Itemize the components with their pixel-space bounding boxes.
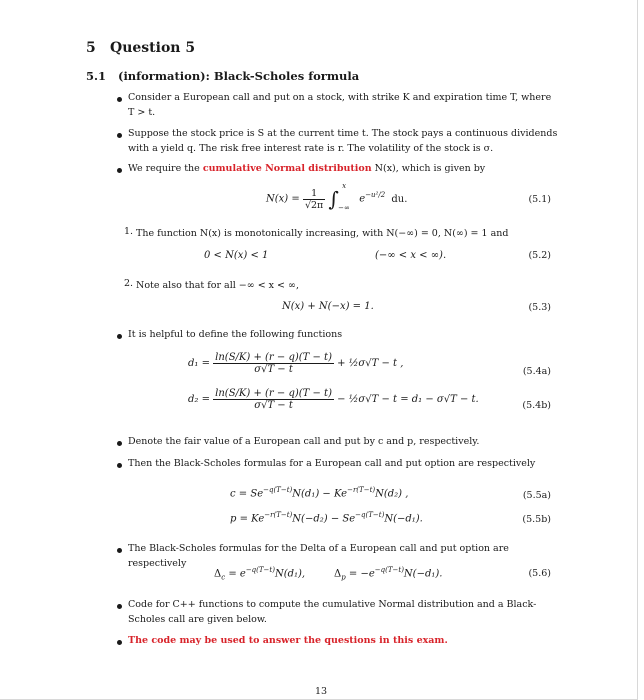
bullet-text-stock: Suppose the stock price is S at the current time t. The stock pays a continuous dividends with a yield q. The risk free interest rate is r. The volatility of the stock is σ.: [128, 128, 558, 154]
call-exp1: −q(T−t): [263, 486, 293, 494]
eq-number-5-3: (5.3): [528, 302, 551, 313]
integral-upper: x: [342, 182, 347, 190]
bullet-text-define: It is helpful to define the following functions: [128, 329, 343, 340]
bullet-text-normal-dist: [128, 161, 560, 176]
eq51-denominator: √2π: [304, 199, 324, 211]
eq51-fraction: [303, 188, 325, 211]
delta-put-eq: = −e: [345, 568, 375, 580]
equation-5-2-right: (−∞ < x < ∞).: [375, 250, 447, 261]
d1-numerator: ln(S/K) + (r − q)(T − t): [215, 352, 332, 363]
bullet-text-contract: Consider a European call and put on a stock, with strike K and expiration time T, where T > t.: [128, 92, 552, 118]
equation-put: [230, 511, 423, 524]
eq-number-5-5a: (5.5a): [522, 490, 551, 501]
equation-delta-put: [334, 566, 442, 581]
bullet-icon: [117, 640, 122, 645]
bullet-text-pre: We require the: [128, 163, 200, 174]
equation-d2: [188, 388, 479, 411]
eq51-lhs: N(x) =: [266, 193, 303, 205]
delta-call-eq: = e: [225, 568, 246, 580]
equation-5-3: N(x) + N(−x) = 1.: [282, 301, 374, 312]
bullet-icon: [117, 334, 122, 339]
d2-denominator: σ√T − t: [254, 400, 293, 411]
bullet-icon: [117, 168, 122, 173]
subsection-title: (information): Black-Scholes formula: [118, 69, 360, 83]
bullet-icon: [117, 97, 122, 102]
eq-number-5-1: (5.1): [528, 194, 551, 205]
delta-put-post: N(−d₁).: [403, 568, 443, 580]
enum-number-1: 1.: [124, 226, 134, 237]
bullet-text-post: N(x), which is given by: [374, 163, 486, 174]
call-pre: c = Se: [230, 488, 264, 500]
delta-call-sub: c: [221, 573, 226, 582]
d2-lhs: d₂ =: [188, 394, 210, 405]
eq-number-5-5b: (5.5b): [522, 514, 551, 525]
delta-put-exp: −q(T−t): [374, 566, 404, 574]
eq-number-5-4a: (5.4a): [522, 366, 551, 377]
eq51-numerator: 1: [303, 188, 325, 200]
enum-number-2: 2.: [124, 278, 134, 289]
put-mid: N(−d₂) − Se: [292, 513, 356, 525]
eq-number-5-2: (5.2): [528, 250, 551, 261]
call-exp2: −r(T−t): [347, 486, 376, 494]
highlight-cumulative-normal: cumulative Normal distribution: [202, 163, 372, 174]
equation-delta-call: [214, 566, 305, 581]
d1-lhs: d₁ =: [188, 358, 210, 369]
bullet-text-delta: The Black-Scholes formulas for the Delta of a European call and put option are respectively: [128, 543, 509, 569]
section-number: 5: [86, 40, 96, 56]
d2-numerator: ln(S/K) + (r − q)(T − t): [215, 388, 332, 399]
d2-tail: − ½σ√T − t = d₁ − σ√T − t.: [337, 394, 479, 405]
eq-number-5-4b: (5.4b): [522, 400, 551, 411]
d1-denominator: σ√T − t: [254, 364, 293, 375]
put-post: N(−d₁).: [384, 513, 423, 525]
d1-tail: + ½σ√T − t ,: [337, 358, 404, 369]
section-title: Question 5: [110, 40, 196, 56]
call-post: N(d₂) ,: [375, 488, 409, 500]
bullet-text-code: Code for C++ functions to compute the cumulative Normal distribution and a Black-Scholes call are given below.: [128, 599, 537, 625]
delta-put-sub: p: [341, 573, 346, 582]
integral-sign: ∫: [328, 187, 339, 211]
eq51-du: du.: [391, 193, 408, 205]
bullet-icon: [117, 133, 122, 138]
eq51-exponent: −u²/2: [365, 191, 386, 200]
d2-fraction: [213, 388, 334, 411]
bullet-text-bs-formulas: Then the Black-Scholes formulas for a European call and put option are respectively: [128, 458, 536, 469]
delta-call-exp: −q(T−t): [245, 566, 275, 574]
put-pre: p = Ke: [230, 513, 265, 525]
put-exp2: −q(T−t): [355, 511, 385, 519]
bullet-icon: [117, 604, 122, 609]
equation-5-2-left: 0 < N(x) < 1: [204, 250, 269, 261]
page-number: 13: [315, 686, 328, 697]
bullet-icon: [117, 463, 122, 468]
integral-lower: −∞: [338, 204, 350, 212]
delta-call-symbol: Δ: [214, 568, 222, 580]
eq51-exp-base: e: [359, 193, 366, 205]
bullet-icon: [117, 548, 122, 553]
bullet-text-fair-value: Denote the fair value of a European call and put by c and p, respectively.: [128, 436, 480, 447]
enum-text-1: The function N(x) is monotonically increasing, with N(−∞) = 0, N(∞) = 1 and: [136, 228, 509, 239]
equation-d1: [188, 352, 403, 375]
bullet-icon: [117, 441, 122, 446]
eq-number-5-6: (5.6): [528, 568, 551, 579]
integral-limits: [338, 182, 356, 214]
enum-text-2: Note also that for all −∞ < x < ∞,: [136, 280, 299, 291]
equation-call: [230, 486, 408, 499]
delta-put-symbol: Δ: [334, 568, 342, 580]
put-exp1: −r(T−t): [264, 511, 293, 519]
d1-fraction: [213, 352, 334, 375]
equation-5-1: [266, 184, 407, 214]
delta-call-post: N(d₁),: [274, 568, 306, 580]
call-mid: N(d₁) − Ke: [292, 488, 348, 500]
bullet-text-code-usage: The code may be used to answer the questions in this exam.: [128, 635, 448, 646]
subsection-number: 5.1: [86, 69, 107, 83]
